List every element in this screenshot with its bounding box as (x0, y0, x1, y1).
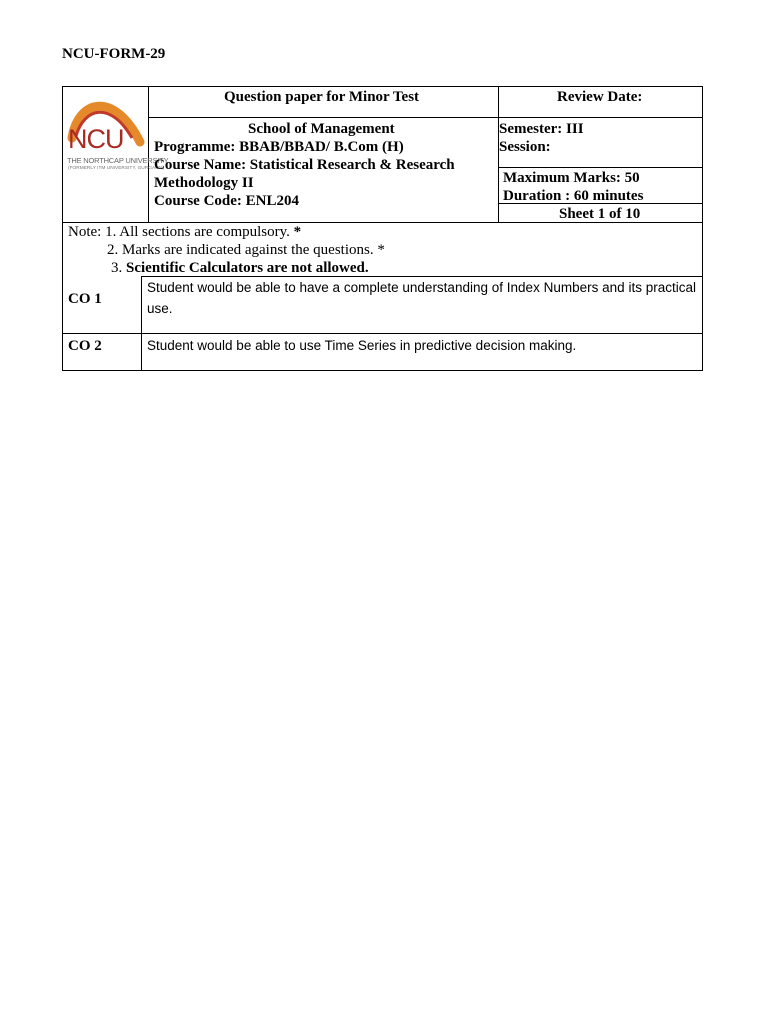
programme: Programme: BBAB/BBAD/ B.Com (H) (154, 139, 404, 155)
co-2-label: CO 2 (68, 338, 102, 354)
course-code: Course Code: ENL204 (154, 193, 299, 209)
logo-letters: NCU (68, 124, 124, 154)
note-1-star: * (293, 224, 302, 240)
note-2: 2. Marks are indicated against the questions. * (107, 242, 385, 258)
form-id: NCU-FORM-29 (62, 46, 166, 62)
sheet-number: Sheet 1 of 10 (559, 206, 641, 222)
co-1-description: Student would be able to have a complete understanding of Index Numbers and its practical use. (147, 280, 696, 316)
note-3-number: 3. (111, 260, 123, 276)
logo-university-name: THE NORTHCAP UNIVERSITY (67, 156, 169, 165)
note-3-text: Scientific Calculators are not allowed. (126, 260, 369, 276)
university-logo (66, 90, 169, 180)
course-name-line1: Course Name: Statistical Research & Research (154, 157, 455, 173)
maximum-marks: Maximum Marks: 50 (503, 170, 640, 186)
co-2-description: Student would be able to use Time Series in predictive decision making. (147, 338, 577, 353)
review-date-label: Review Date: (557, 89, 643, 105)
paper-title: Question paper for Minor Test (224, 89, 420, 105)
semester: Semester: III (499, 121, 584, 137)
logo-subtitle: (FORMERLY ITM UNIVERSITY, GURGAON) (68, 166, 164, 171)
course-name-line2: Methodology II (154, 175, 254, 191)
note-1 (68, 223, 301, 241)
co-1-label: CO 1 (68, 291, 102, 307)
school-name: School of Management (248, 121, 395, 137)
duration: Duration : 60 minutes (503, 188, 644, 204)
note-3 (111, 259, 369, 277)
note-1-text: Note: 1. All sections are compulsory. (68, 224, 290, 240)
session: Session: (499, 139, 551, 155)
